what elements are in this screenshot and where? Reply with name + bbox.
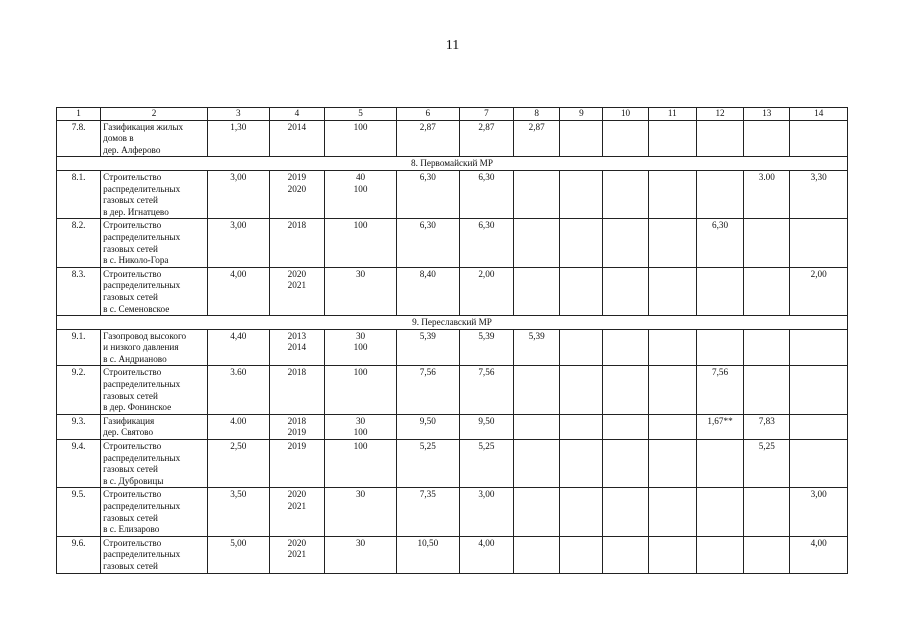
- cell-col-6: 6,30: [397, 219, 460, 267]
- cell-col-12: [696, 170, 743, 218]
- cell-col-3: 4,40: [208, 329, 270, 366]
- item-name: [101, 414, 208, 439]
- cell-col-9: [560, 170, 603, 218]
- cell-col-7: 9,50: [459, 414, 513, 439]
- cell-col-13: [744, 219, 790, 267]
- table-row: [57, 120, 848, 157]
- cell-col-14: [790, 440, 848, 488]
- year-line: 2020: [287, 268, 307, 279]
- cell-col-5: [325, 267, 397, 315]
- cell-col-12: [696, 120, 743, 157]
- cell-col-12: [696, 440, 743, 488]
- item-name-line: в дер. Фонинское: [103, 402, 172, 413]
- cell-col-6: 7,35: [397, 488, 460, 536]
- item-name-line: газовых сетей: [103, 464, 158, 475]
- column-header: 9: [560, 108, 603, 121]
- percent-line: 100: [353, 427, 368, 438]
- item-name: [101, 536, 208, 573]
- cell-col-10: [603, 267, 648, 315]
- cell-col-9: [560, 366, 603, 414]
- cell-col-7: 3,00: [459, 488, 513, 536]
- cell-col-9: [560, 267, 603, 315]
- item-name-line: распределительных: [103, 183, 181, 194]
- year-line: 2019: [287, 427, 307, 438]
- item-name-line: газовых сетей: [103, 195, 158, 206]
- item-name-line: в с. Андрианово: [103, 353, 167, 364]
- year-line: 2020: [287, 537, 307, 548]
- cell-col-11: [648, 366, 696, 414]
- cell-col-7: 4,00: [459, 536, 513, 573]
- column-header: 1: [57, 108, 101, 121]
- cell-col-10: [603, 536, 648, 573]
- cell-col-13: [744, 488, 790, 536]
- year-line: 2021: [287, 280, 307, 291]
- percent-line: 100: [353, 121, 368, 132]
- cell-col-5: [325, 366, 397, 414]
- item-name-line: распределительных: [103, 231, 181, 242]
- cell-col-6: 10,50: [397, 536, 460, 573]
- cell-col-7: 5,25: [459, 440, 513, 488]
- table-row: [57, 414, 848, 439]
- cell-years: [269, 414, 324, 439]
- cell-col-10: [603, 414, 648, 439]
- percent-line: 100: [353, 441, 368, 452]
- cell-years: [269, 440, 324, 488]
- year-line: 2018: [287, 367, 307, 378]
- item-name-line: Газификация: [103, 415, 155, 426]
- percent-line: 30: [355, 268, 366, 279]
- item-number: 8.3.: [57, 267, 101, 315]
- cell-col-14: [790, 329, 848, 366]
- item-number: 9.5.: [57, 488, 101, 536]
- year-line: 2013: [287, 330, 307, 341]
- cell-col-12: [696, 488, 743, 536]
- cell-col-8: [514, 536, 560, 573]
- item-name-line: и низкого давления: [103, 342, 179, 353]
- cell-col-8: 2,87: [514, 120, 560, 157]
- cell-col-3: 5,00: [208, 536, 270, 573]
- year-line: 2019: [287, 441, 307, 452]
- item-name-line: домов в: [103, 133, 134, 144]
- percent-line: 30: [355, 489, 366, 500]
- cell-col-7: 6,30: [459, 170, 513, 218]
- item-name-line: распределительных: [103, 280, 181, 291]
- table-row: [57, 267, 848, 315]
- item-name-line: газовых сетей: [103, 291, 158, 302]
- cell-col-10: [603, 170, 648, 218]
- item-name-line: Строительство: [103, 171, 162, 182]
- cell-years: [269, 120, 324, 157]
- percent-line: 100: [353, 183, 368, 194]
- cell-years: [269, 536, 324, 573]
- column-header: 7: [459, 108, 513, 121]
- cell-col-6: 7,56: [397, 366, 460, 414]
- cell-col-11: [648, 120, 696, 157]
- column-number-row: [57, 108, 848, 121]
- cell-col-8: [514, 170, 560, 218]
- year-line: 2021: [287, 549, 307, 560]
- year-line: 2018: [287, 415, 307, 426]
- item-name-line: газовых сетей: [103, 512, 158, 523]
- item-name-line: Строительство: [103, 367, 162, 378]
- percent-line: 100: [353, 220, 368, 231]
- cell-col-13: 5,25: [744, 440, 790, 488]
- cell-col-5: [325, 170, 397, 218]
- cell-col-13: [744, 536, 790, 573]
- cell-col-3: 3,50: [208, 488, 270, 536]
- cell-col-5: [325, 414, 397, 439]
- cell-col-11: [648, 219, 696, 267]
- cell-col-14: [790, 219, 848, 267]
- year-line: 2018: [287, 220, 307, 231]
- table-row: [57, 170, 848, 218]
- table-row: [57, 329, 848, 366]
- table-row: [57, 488, 848, 536]
- table-row: [57, 536, 848, 573]
- section-title: 9. Переславский МР: [57, 316, 848, 330]
- column-header: 13: [744, 108, 790, 121]
- cell-col-8: [514, 414, 560, 439]
- item-name: [101, 440, 208, 488]
- cell-col-9: [560, 440, 603, 488]
- cell-col-8: [514, 488, 560, 536]
- cell-col-12: [696, 329, 743, 366]
- percent-line: 30: [355, 330, 366, 341]
- item-number: 7.8.: [57, 120, 101, 157]
- percent-line: 30: [355, 415, 366, 426]
- column-header: 6: [397, 108, 460, 121]
- cell-col-8: [514, 366, 560, 414]
- cell-col-14: [790, 414, 848, 439]
- cell-col-6: 8,40: [397, 267, 460, 315]
- column-header: 12: [696, 108, 743, 121]
- cell-col-12: 1,67**: [696, 414, 743, 439]
- cell-col-3: 3.60: [208, 366, 270, 414]
- cell-col-12: [696, 536, 743, 573]
- section-row: [57, 157, 848, 171]
- item-name-line: в с. Елизарово: [103, 524, 160, 535]
- cell-col-5: [325, 329, 397, 366]
- percent-line: 40: [355, 171, 366, 182]
- cell-col-6: 2,87: [397, 120, 460, 157]
- item-name: [101, 267, 208, 315]
- cell-col-12: 6,30: [696, 219, 743, 267]
- item-number: 8.1.: [57, 170, 101, 218]
- cell-col-7: 6,30: [459, 219, 513, 267]
- cell-col-10: [603, 440, 648, 488]
- cell-col-9: [560, 120, 603, 157]
- cell-col-5: [325, 440, 397, 488]
- cell-col-12: 7,56: [696, 366, 743, 414]
- cell-col-13: 3.00: [744, 170, 790, 218]
- cell-col-11: [648, 440, 696, 488]
- cell-col-6: 9,50: [397, 414, 460, 439]
- item-name: [101, 488, 208, 536]
- cell-years: [269, 219, 324, 267]
- item-name-line: распределительных: [103, 379, 181, 390]
- table-row: [57, 440, 848, 488]
- cell-col-13: [744, 120, 790, 157]
- gasification-table: [56, 107, 848, 574]
- item-name-line: в с. Николо-Гора: [103, 255, 169, 266]
- item-name-line: Строительство: [103, 441, 162, 452]
- item-number: 9.3.: [57, 414, 101, 439]
- item-name-line: газовых сетей: [103, 560, 158, 571]
- cell-col-7: 2,87: [459, 120, 513, 157]
- item-name-line: газовых сетей: [103, 390, 158, 401]
- cell-col-5: [325, 219, 397, 267]
- item-number: 8.2.: [57, 219, 101, 267]
- cell-col-11: [648, 329, 696, 366]
- cell-col-8: [514, 219, 560, 267]
- cell-col-8: 5,39: [514, 329, 560, 366]
- cell-col-3: 1,30: [208, 120, 270, 157]
- cell-col-6: 5,39: [397, 329, 460, 366]
- year-line: 2014: [287, 121, 307, 132]
- cell-col-9: [560, 488, 603, 536]
- cell-col-3: 4,00: [208, 267, 270, 315]
- cell-col-11: [648, 414, 696, 439]
- page-number: 11: [445, 38, 460, 53]
- percent-line: 100: [353, 342, 368, 353]
- item-name-line: Строительство: [103, 268, 162, 279]
- cell-years: [269, 329, 324, 366]
- item-name: [101, 120, 208, 157]
- column-header: 11: [648, 108, 696, 121]
- cell-col-9: [560, 536, 603, 573]
- item-name-line: газовых сетей: [103, 243, 158, 254]
- percent-line: 30: [355, 537, 366, 548]
- item-name-line: Газификация жилых: [103, 121, 184, 132]
- cell-years: [269, 488, 324, 536]
- item-name-line: дер. Алферово: [103, 144, 161, 155]
- item-name-line: в с. Дубровицы: [103, 475, 164, 486]
- item-name-line: в дер. Игнатцево: [103, 206, 169, 217]
- section-title: 8. Первомайский МР: [57, 157, 848, 171]
- year-line: 2021: [287, 501, 307, 511]
- cell-col-5: [325, 536, 397, 573]
- item-number: 9.4.: [57, 440, 101, 488]
- item-name-line: распределительных: [103, 452, 181, 463]
- cell-col-12: [696, 267, 743, 315]
- cell-col-3: 2,50: [208, 440, 270, 488]
- item-name-line: распределительных: [103, 501, 181, 511]
- item-name-line: Строительство: [103, 489, 162, 500]
- column-header: 3: [208, 108, 270, 121]
- item-name-line: дер. Святово: [103, 427, 154, 438]
- cell-col-13: [744, 329, 790, 366]
- cell-col-7: 7,56: [459, 366, 513, 414]
- column-header: 2: [101, 108, 208, 121]
- cell-col-14: [790, 366, 848, 414]
- year-line: 2014: [287, 342, 307, 353]
- year-line: 2020: [287, 489, 307, 500]
- cell-col-10: [603, 120, 648, 157]
- item-name-line: распределительных: [103, 549, 181, 560]
- column-header: 10: [603, 108, 648, 121]
- cell-col-13: [744, 366, 790, 414]
- column-header: 4: [269, 108, 324, 121]
- item-name-line: Строительство: [103, 220, 162, 231]
- cell-col-7: 5,39: [459, 329, 513, 366]
- cell-col-14: 3,30: [790, 170, 848, 218]
- cell-col-5: [325, 120, 397, 157]
- cell-col-7: 2,00: [459, 267, 513, 315]
- cell-col-8: [514, 440, 560, 488]
- cell-col-11: [648, 170, 696, 218]
- cell-col-3: 3,00: [208, 219, 270, 267]
- cell-col-10: [603, 219, 648, 267]
- item-number: 9.1.: [57, 329, 101, 366]
- cell-col-14: 2,00: [790, 267, 848, 315]
- cell-col-9: [560, 219, 603, 267]
- item-name: [101, 366, 208, 414]
- item-name-line: Строительство: [103, 537, 162, 548]
- column-header: 14: [790, 108, 848, 121]
- cell-col-10: [603, 329, 648, 366]
- column-header: 8: [514, 108, 560, 121]
- cell-years: [269, 366, 324, 414]
- table-row: [57, 366, 848, 414]
- section-row: [57, 316, 848, 330]
- item-name: [101, 170, 208, 218]
- cell-col-11: [648, 536, 696, 573]
- item-name-line: в с. Семеновское: [103, 303, 170, 314]
- cell-col-5: [325, 488, 397, 536]
- table-row: [57, 219, 848, 267]
- cell-col-8: [514, 267, 560, 315]
- cell-years: [269, 170, 324, 218]
- cell-col-3: 3,00: [208, 170, 270, 218]
- column-header: 5: [325, 108, 397, 121]
- cell-col-10: [603, 366, 648, 414]
- cell-col-13: 7,83: [744, 414, 790, 439]
- year-line: 2019: [287, 171, 307, 182]
- cell-col-11: [648, 267, 696, 315]
- percent-line: 100: [353, 367, 368, 378]
- cell-col-3: 4.00: [208, 414, 270, 439]
- cell-col-9: [560, 329, 603, 366]
- item-name-line: Газопровод высокого: [103, 330, 187, 341]
- cell-col-14: 3,00: [790, 488, 848, 536]
- cell-col-11: [648, 488, 696, 536]
- item-name: [101, 329, 208, 366]
- cell-col-6: 6,30: [397, 170, 460, 218]
- cell-col-9: [560, 414, 603, 439]
- year-line: 2020: [287, 183, 307, 194]
- cell-col-14: [790, 120, 848, 157]
- cell-col-14: 4,00: [790, 536, 848, 573]
- item-name: [101, 219, 208, 267]
- item-number: 9.6.: [57, 536, 101, 573]
- cell-col-10: [603, 488, 648, 536]
- cell-years: [269, 267, 324, 315]
- item-number: 9.2.: [57, 366, 101, 414]
- cell-col-6: 5,25: [397, 440, 460, 488]
- cell-col-13: [744, 267, 790, 315]
